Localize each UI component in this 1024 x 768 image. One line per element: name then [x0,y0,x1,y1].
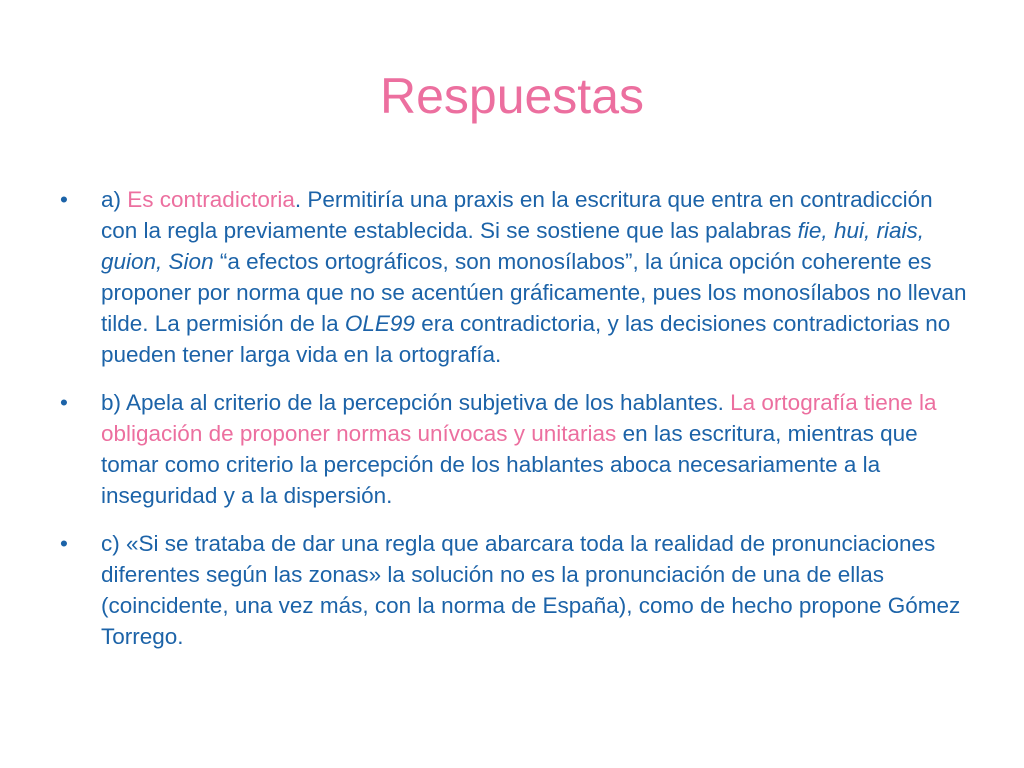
answer-b-text: b) Apela al criterio de la percepción subjetiva de los hablantes. [101,390,731,415]
answer-item-b [60,387,972,511]
answer-item-a [60,184,972,370]
answer-b-text-end: en las escritura, mientras que tomar como criterio la percepción de los hablantes aboca necesariamente a la inseguridad y a la dispersión. [101,421,918,508]
answer-a-label: a) [101,187,128,212]
answer-item-c [60,528,972,652]
answer-a-text: . Permitiría una praxis en la escritura que entra en contradicción con la regla previamente establecida. Si se sostiene que las palabras [101,187,933,243]
slide-title: Respuestas [379,68,645,124]
answer-a-words: fie, hui, riais, guion, Sion [101,218,924,274]
bullet-icon: • [60,187,68,212]
answer-list [60,184,972,669]
answer-c-text: c) «Si se trataba de dar una regla que abarcara toda la realidad de pronunciaciones diferentes según las zonas» la solución no es la pronunciación de una de ellas (coincidente, una vez más, con la norma de España), como de hecho propone Gómez Torrego. [101,531,961,649]
answer-a-text-cont: “a efectos ortográficos, son monosílabos”, la única opción coherente es proponer por norma que no se acentúen gráficamente, pues los monosílabos no llevan tilde. La permisión de la [101,249,967,336]
answer-a-ole99: OLE99 [344,311,415,336]
answer-a-text-end: era contradictoria, y las decisiones contradictorias no pueden tener larga vida en la ortografía. [101,311,951,367]
answer-a-highlight: Es contradictoria [127,187,295,212]
bullet-icon: • [60,531,68,556]
answer-b-highlight: La ortografía tiene la obligación de proponer normas unívocas y unitarias [101,390,937,446]
bullet-icon: • [60,390,68,415]
